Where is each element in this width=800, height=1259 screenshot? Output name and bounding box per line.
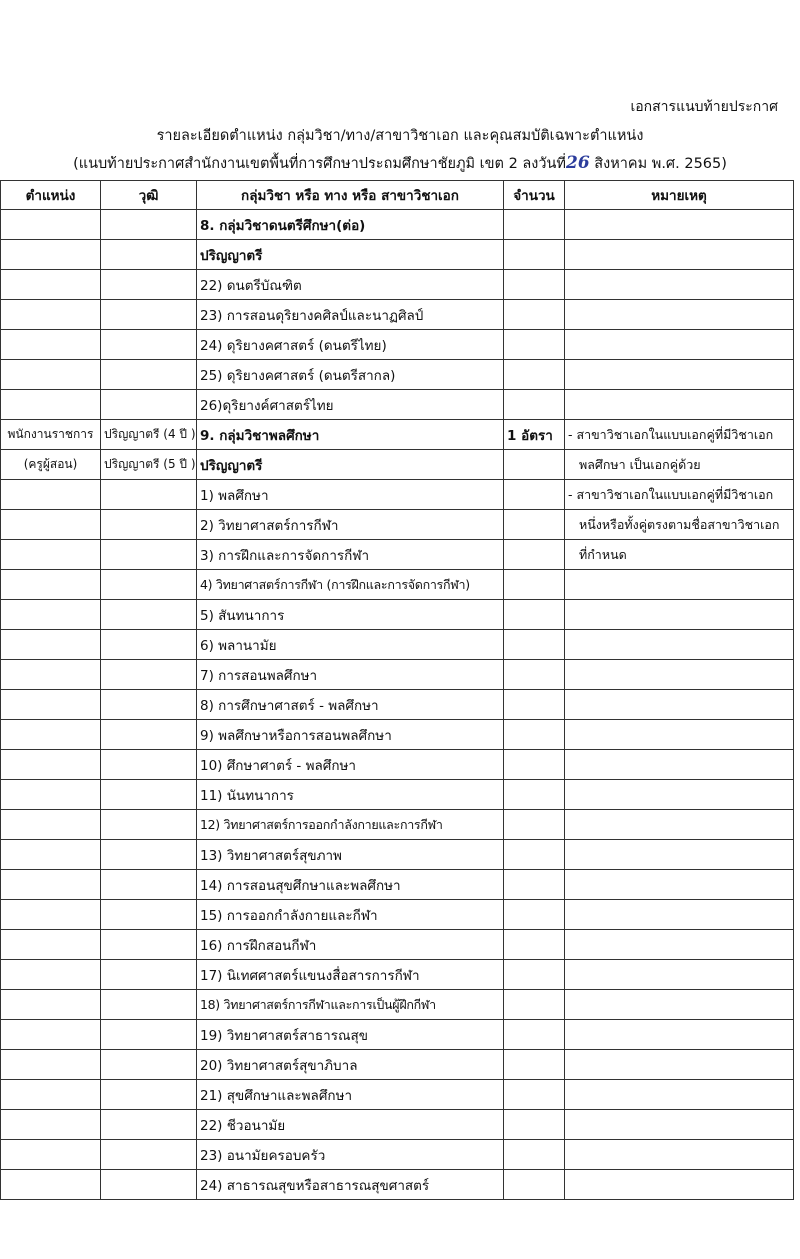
cell-note: พลศึกษา เป็นเอกคู่ด้วย — [565, 450, 794, 480]
cell-note — [565, 660, 794, 690]
cell-note — [565, 600, 794, 630]
cell-amount — [504, 390, 565, 420]
cell-qualification — [101, 840, 197, 870]
cell-qualification — [101, 330, 197, 360]
cell-qualification — [101, 480, 197, 510]
cell-note — [565, 750, 794, 780]
cell-qualification — [101, 360, 197, 390]
header-note: หมายเหตุ — [565, 181, 794, 210]
table-row — [1, 270, 794, 300]
cell-position — [1, 870, 101, 900]
cell-position — [1, 810, 101, 840]
document-label: เอกสารแนบท้ายประกาศ — [630, 99, 778, 115]
table-row — [1, 870, 794, 900]
cell-note — [565, 1050, 794, 1080]
header-position: ตำแหน่ง — [1, 181, 101, 210]
cell-amount — [504, 1140, 565, 1170]
table-row — [1, 1050, 794, 1080]
cell-amount — [504, 270, 565, 300]
cell-note — [565, 1020, 794, 1050]
cell-position — [1, 990, 101, 1020]
cell-subject: 4) วิทยาศาสตร์การกีฬา (การฝึกและการจัดการกีฬา) — [197, 570, 504, 600]
cell-amount — [504, 870, 565, 900]
table-row — [1, 390, 794, 420]
cell-subject: 9) พลศึกษาหรือการสอนพลศึกษา — [197, 720, 504, 750]
cell-subject: 23) อนามัยครอบครัว — [197, 1140, 504, 1170]
cell-amount — [504, 660, 565, 690]
cell-qualification — [101, 540, 197, 570]
cell-position — [1, 390, 101, 420]
cell-amount — [504, 990, 565, 1020]
cell-amount — [504, 1050, 565, 1080]
cell-note — [565, 240, 794, 270]
table-row — [1, 540, 794, 570]
cell-position — [1, 630, 101, 660]
table-row — [1, 630, 794, 660]
cell-subject: 11) นันทนาการ — [197, 780, 504, 810]
cell-subject: 22) ดนตรีบัณฑิต — [197, 270, 504, 300]
cell-amount — [504, 210, 565, 240]
cell-note — [565, 390, 794, 420]
cell-qualification — [101, 690, 197, 720]
cell-subject: 2) วิทยาศาสตร์การกีฬา — [197, 510, 504, 540]
cell-qualification — [101, 1020, 197, 1050]
cell-qualification — [101, 750, 197, 780]
cell-amount — [504, 330, 565, 360]
cell-amount — [504, 630, 565, 660]
table-row — [1, 1080, 794, 1110]
cell-note — [565, 630, 794, 660]
cell-amount — [504, 540, 565, 570]
cell-amount — [504, 690, 565, 720]
subtitle-after: สิงหาคม พ.ศ. 2565) — [589, 156, 727, 172]
cell-qualification — [101, 900, 197, 930]
cell-amount — [504, 480, 565, 510]
cell-note — [565, 270, 794, 300]
cell-note — [565, 210, 794, 240]
cell-note — [565, 1170, 794, 1200]
cell-note — [565, 1080, 794, 1110]
table-row — [1, 750, 794, 780]
cell-position — [1, 1110, 101, 1140]
table-row — [1, 690, 794, 720]
cell-qualification — [101, 720, 197, 750]
cell-position — [1, 270, 101, 300]
cell-qualification — [101, 390, 197, 420]
table-row — [1, 360, 794, 390]
cell-amount — [504, 930, 565, 960]
cell-position — [1, 1170, 101, 1200]
table-header-row — [1, 181, 794, 210]
cell-qualification — [101, 870, 197, 900]
subtitle-before: (แนบท้ายประกาศสำนักงานเขตพื้นที่การศึกษาประถมศึกษาชัยภูมิ เขต 2 ลงวันที่ — [73, 156, 566, 172]
table-row — [1, 900, 794, 930]
cell-note — [565, 720, 794, 750]
cell-qualification — [101, 960, 197, 990]
cell-subject: 16) การฝึกสอนกีฬา — [197, 930, 504, 960]
table-row — [1, 720, 794, 750]
cell-qualification — [101, 630, 197, 660]
cell-note — [565, 780, 794, 810]
cell-qualification — [101, 1080, 197, 1110]
cell-amount — [504, 1170, 565, 1200]
cell-note — [565, 900, 794, 930]
cell-note — [565, 840, 794, 870]
cell-position — [1, 210, 101, 240]
cell-subject: 8. กลุ่มวิชาดนตรีศึกษา(ต่อ) — [197, 210, 504, 240]
cell-amount — [504, 840, 565, 870]
cell-position — [1, 720, 101, 750]
cell-position — [1, 750, 101, 780]
cell-position — [1, 1140, 101, 1170]
positions-table — [0, 180, 794, 1200]
cell-amount — [504, 1110, 565, 1140]
table-row — [1, 1140, 794, 1170]
cell-amount — [504, 1080, 565, 1110]
cell-qualification: ปริญญาตรี (4 ปี ) — [101, 420, 197, 450]
cell-subject: 9. กลุ่มวิชาพลศึกษา — [197, 420, 504, 450]
cell-qualification — [101, 570, 197, 600]
cell-amount — [504, 720, 565, 750]
cell-position — [1, 900, 101, 930]
cell-position — [1, 780, 101, 810]
cell-qualification — [101, 510, 197, 540]
cell-subject: 17) นิเทศศาสตร์แขนงสื่อสารการกีฬา — [197, 960, 504, 990]
cell-amount — [504, 360, 565, 390]
cell-note — [565, 360, 794, 390]
table-row — [1, 480, 794, 510]
cell-subject: ปริญญาตรี — [197, 450, 504, 480]
cell-note: หนึ่งหรือทั้งคู่ตรงตามชื่อสาขาวิชาเอก — [565, 510, 794, 540]
cell-qualification — [101, 270, 197, 300]
cell-note — [565, 690, 794, 720]
cell-qualification — [101, 1050, 197, 1080]
cell-subject: 8) การศึกษาศาสตร์ - พลศึกษา — [197, 690, 504, 720]
cell-qualification — [101, 660, 197, 690]
cell-subject: 5) สันทนาการ — [197, 600, 504, 630]
cell-position — [1, 330, 101, 360]
cell-subject: 20) วิทยาศาสตร์สุขาภิบาล — [197, 1050, 504, 1080]
cell-amount — [504, 600, 565, 630]
document-subtitle — [0, 152, 800, 175]
table-row — [1, 1110, 794, 1140]
cell-subject: 12) วิทยาศาสตร์การออกกำลังกายและการกีฬา — [197, 810, 504, 840]
cell-position — [1, 240, 101, 270]
cell-amount — [504, 900, 565, 930]
table-row — [1, 930, 794, 960]
cell-note — [565, 870, 794, 900]
table-row — [1, 570, 794, 600]
cell-amount — [504, 510, 565, 540]
cell-qualification: ปริญญาตรี (5 ปี ) — [101, 450, 197, 480]
cell-subject: 22) ชีวอนามัย — [197, 1110, 504, 1140]
table-row — [1, 300, 794, 330]
cell-subject: 18) วิทยาศาสตร์การกีฬาและการเป็นผู้ฝึกกีฬา — [197, 990, 504, 1020]
cell-note: ที่กำหนด — [565, 540, 794, 570]
cell-note: - สาขาวิชาเอกในแบบเอกคู่ที่มีวิชาเอก — [565, 480, 794, 510]
cell-subject: 10) ศึกษาศาตร์ - พลศึกษา — [197, 750, 504, 780]
cell-subject: 7) การสอนพลศึกษา — [197, 660, 504, 690]
cell-position — [1, 960, 101, 990]
cell-amount — [504, 570, 565, 600]
cell-subject: 3) การฝึกและการจัดการกีฬา — [197, 540, 504, 570]
table-row — [1, 960, 794, 990]
handwritten-day: 26 — [565, 153, 590, 173]
cell-position — [1, 690, 101, 720]
cell-qualification — [101, 240, 197, 270]
cell-subject: 15) การออกกำลังกายและกีฬา — [197, 900, 504, 930]
cell-note: - สาขาวิชาเอกในแบบเอกคู่ที่มีวิชาเอก — [565, 420, 794, 450]
cell-subject: 13) วิทยาศาสตร์สุขภาพ — [197, 840, 504, 870]
header-qualification: วุฒิ — [101, 181, 197, 210]
table-row — [1, 780, 794, 810]
cell-subject: 6) พลานามัย — [197, 630, 504, 660]
cell-position — [1, 930, 101, 960]
cell-amount: 1 อัตรา — [504, 420, 565, 450]
table-row — [1, 240, 794, 270]
cell-position — [1, 360, 101, 390]
table-row — [1, 990, 794, 1020]
cell-subject: ปริญญาตรี — [197, 240, 504, 270]
cell-position — [1, 600, 101, 630]
table-row — [1, 840, 794, 870]
cell-qualification — [101, 210, 197, 240]
cell-note — [565, 930, 794, 960]
header-subject: กลุ่มวิชา หรือ ทาง หรือ สาขาวิชาเอก — [197, 181, 504, 210]
cell-subject: 24) สาธารณสุขหรือสาธารณสุขศาสตร์ — [197, 1170, 504, 1200]
table-row — [1, 510, 794, 540]
cell-position: (ครูผู้สอน) — [1, 450, 101, 480]
cell-subject: 19) วิทยาศาสตร์สาธารณสุข — [197, 1020, 504, 1050]
cell-qualification — [101, 1170, 197, 1200]
cell-qualification — [101, 930, 197, 960]
cell-qualification — [101, 780, 197, 810]
cell-note — [565, 1140, 794, 1170]
table-row — [1, 420, 794, 450]
cell-position — [1, 840, 101, 870]
cell-note — [565, 960, 794, 990]
cell-qualification — [101, 300, 197, 330]
cell-position — [1, 480, 101, 510]
cell-qualification — [101, 1110, 197, 1140]
cell-subject: 26)ดุริยางค์ศาสตร์ไทย — [197, 390, 504, 420]
cell-position — [1, 570, 101, 600]
cell-position — [1, 1080, 101, 1110]
table-row — [1, 600, 794, 630]
cell-note — [565, 330, 794, 360]
table-row — [1, 330, 794, 360]
table-row — [1, 810, 794, 840]
cell-qualification — [101, 990, 197, 1020]
table-row — [1, 210, 794, 240]
header-amount: จำนวน — [504, 181, 565, 210]
cell-position — [1, 510, 101, 540]
cell-position — [1, 300, 101, 330]
cell-amount — [504, 1020, 565, 1050]
cell-amount — [504, 810, 565, 840]
cell-subject: 23) การสอนดุริยางคศิลป์และนาฏศิลป์ — [197, 300, 504, 330]
cell-subject: 14) การสอนสุขศึกษาและพลศึกษา — [197, 870, 504, 900]
document-title: รายละเอียดตำแหน่ง กลุ่มวิชา/ทาง/สาขาวิชาเอก และคุณสมบัติเฉพาะตำแหน่ง — [156, 128, 644, 144]
cell-position — [1, 1020, 101, 1050]
cell-note — [565, 990, 794, 1020]
cell-position — [1, 1050, 101, 1080]
cell-amount — [504, 960, 565, 990]
cell-amount — [504, 750, 565, 780]
cell-note — [565, 810, 794, 840]
cell-note — [565, 570, 794, 600]
cell-position: พนักงานราชการ — [1, 420, 101, 450]
cell-subject: 25) ดุริยางคศาสตร์ (ดนตรีสากล) — [197, 360, 504, 390]
cell-qualification — [101, 810, 197, 840]
cell-qualification — [101, 600, 197, 630]
table-row — [1, 660, 794, 690]
table-row — [1, 1020, 794, 1050]
cell-qualification — [101, 1140, 197, 1170]
table-body — [1, 210, 794, 1200]
cell-subject: 24) ดุริยางคศาสตร์ (ดนตรีไทย) — [197, 330, 504, 360]
cell-subject: 1) พลศึกษา — [197, 480, 504, 510]
cell-amount — [504, 780, 565, 810]
table-row — [1, 450, 794, 480]
cell-subject: 21) สุขศึกษาและพลศึกษา — [197, 1080, 504, 1110]
cell-amount — [504, 300, 565, 330]
cell-amount — [504, 240, 565, 270]
table-row — [1, 1170, 794, 1200]
cell-note — [565, 1110, 794, 1140]
cell-position — [1, 660, 101, 690]
cell-note — [565, 300, 794, 330]
cell-position — [1, 540, 101, 570]
cell-amount — [504, 450, 565, 480]
